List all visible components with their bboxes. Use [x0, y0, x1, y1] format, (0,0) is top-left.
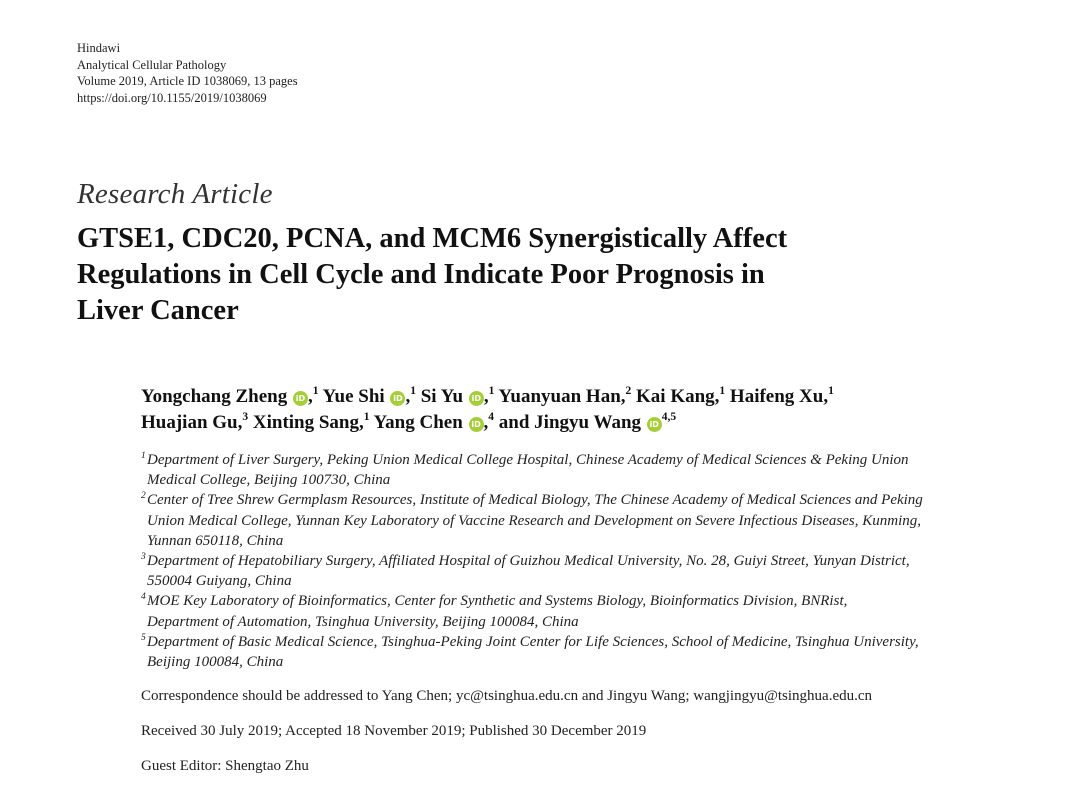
journal-name: Analytical Cellular Pathology	[77, 57, 227, 72]
orcid-icon[interactable]: iD	[469, 391, 484, 406]
author-name: Si Yu	[420, 386, 464, 407]
author-affiliation-mark: 4	[488, 411, 495, 423]
affiliation-number: 4	[141, 592, 146, 603]
affiliation-text: Beijing 100084, China	[147, 654, 284, 671]
orcid-icon[interactable]: iD	[293, 391, 308, 406]
author-line: Yongchang Zheng iD ,$^1$ Yue Shi iD ,$^1$ Si Yu iD ,$^1$ Yuanyuan Han,$^2$ Kai Kang,$^1$ Haifeng Xu,$^1$	[141, 385, 834, 407]
orcid-icon[interactable]: iD	[647, 417, 662, 432]
guest-editor: Guest Editor: Shengtao Zhu	[141, 758, 309, 774]
affiliation-text: Department of Hepatobiliary Surgery, Affiliated Hospital of Guizhou Medical University, No. 28, Guiyi Street, Yunyan District,	[147, 553, 910, 570]
affiliation-number: 1	[141, 451, 146, 461]
affiliation-item	[141, 551, 981, 591]
author-name: Yuanyuan Han,	[498, 386, 626, 407]
author-affiliation-mark: 1	[719, 385, 726, 397]
doi-link[interactable]: https://doi.org/10.1155/2019/1038069	[77, 90, 267, 105]
affiliation-list	[141, 450, 981, 672]
author-affiliation-mark: 1	[488, 385, 495, 397]
affiliation-text: Department of Basic Medical Science, Tsinghua-Peking Joint Center for Life Sciences, School of Medicine, Tsinghua University,	[147, 633, 919, 650]
author-name: Xinting Sang,	[252, 412, 364, 433]
affiliation-item	[141, 490, 981, 551]
affiliation-item	[141, 591, 981, 631]
article-title	[77, 221, 937, 329]
author-affiliation-mark: 4,5	[661, 411, 677, 423]
author-line: Huajian Gu,$^3$ Xinting Sang,$^1$ Yang Chen iD ,$^4$ and Jingyu Wang iD$^{4,5}$	[141, 411, 677, 433]
affiliation-text: Department of Liver Surgery, Peking Union Medical College Hospital, Chinese Academy of Medical Sciences & Peking Union	[147, 452, 909, 468]
article-type: Research Article	[77, 178, 273, 210]
author-name: Kai Kang,	[636, 386, 720, 407]
affiliation-item	[141, 632, 981, 672]
author-affiliation-mark: 1	[828, 385, 834, 397]
journal-header	[77, 40, 298, 106]
orcid-icon[interactable]: iD	[390, 391, 405, 406]
affiliation-text: Medical College, Beijing 100730, China	[147, 472, 391, 489]
title-line: Liver Cancer	[77, 295, 239, 326]
affiliation-number: 3	[141, 552, 146, 563]
author-affiliation-mark: 1	[312, 385, 319, 397]
affiliation-text: Center of Tree Shrew Germplasm Resources, Institute of Medical Biology, The Chinese Academy of Medical Sciences and Peking	[147, 492, 923, 509]
author-name: Jingyu Wang	[534, 412, 642, 433]
affiliation-item	[141, 450, 981, 490]
orcid-icon[interactable]: iD	[469, 417, 484, 432]
publisher: Hindawi	[77, 41, 121, 55]
affiliation-text: Union Medical College, Yunnan Key Laboratory of Vaccine Research and Development on Severe Infectious Diseases, Kunming,	[147, 512, 922, 529]
affiliation-text: Yunnan 650118, China	[147, 532, 284, 549]
affiliation-number: 2	[141, 491, 146, 502]
author-list	[141, 384, 1041, 436]
volume-line: Volume 2019, Article ID 1038069, 13 pages	[77, 74, 298, 88]
author-affiliation-mark: 1	[363, 411, 370, 423]
author-conjunction: and	[498, 412, 530, 433]
affiliation-text: MOE Key Laboratory of Bioinformatics, Center for Synthetic and Systems Biology, Bioinformatics Division, BNRist,	[147, 593, 848, 610]
author-name: Haifeng Xu,	[729, 386, 829, 407]
publication-dates: Received 30 July 2019; Accepted 18 November 2019; Published 30 December 2019	[141, 723, 647, 739]
title-line: Regulations in Cell Cycle and Indicate Poor Prognosis in	[77, 259, 765, 290]
title-line: GTSE1, CDC20, PCNA, and MCM6 Synergistically Affect	[77, 223, 788, 254]
author-affiliation-mark: 2	[625, 385, 632, 397]
author-affiliation-mark: 3	[242, 411, 249, 423]
author-affiliation-mark: 1	[410, 385, 416, 397]
author-name: Yue Shi	[322, 386, 385, 407]
author-name: Yongchang Zheng	[141, 386, 288, 407]
author-name: Yang Chen	[373, 412, 463, 433]
correspondence: Correspondence should be addressed to Yang Chen; yc@tsinghua.edu.cn and Jingyu Wang; wangjingyu@tsinghua.edu.cn	[141, 688, 873, 704]
author-name: Huajian Gu,	[141, 412, 243, 433]
affiliation-text: Department of Automation, Tsinghua University, Beijing 100084, China	[147, 613, 579, 630]
affiliation-text: 550004 Guiyang, China	[147, 573, 292, 590]
affiliation-number: 5	[141, 632, 146, 643]
